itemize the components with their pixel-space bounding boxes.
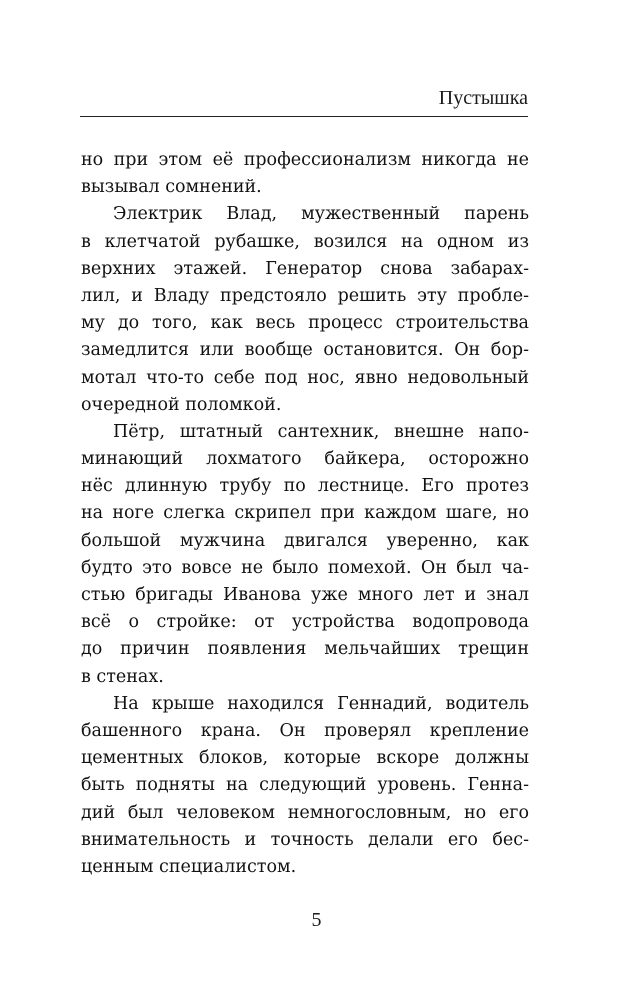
text-line: Электрик Влад, мужественный парень xyxy=(113,204,529,225)
text-line: цементных блоков, которые вскоре должны xyxy=(81,748,529,769)
text-line: мотал что-то себе под нос, явно недовольный xyxy=(81,367,529,388)
text-line: будто это вовсе не было помехой. Он был ча- xyxy=(81,557,529,578)
text-line: дий был человеком немногословным, но его xyxy=(81,802,529,823)
text-line: всё о стройке: от устройства водопровода xyxy=(81,612,529,633)
text-line: Пётр, штатный сантехник, внешне напо- xyxy=(113,421,529,442)
text-line: минающий лохматого байкера, осторожно xyxy=(81,449,529,470)
paragraph xyxy=(81,419,529,691)
text-line: стью бригады Иванова уже много лет и знал xyxy=(81,585,529,605)
paragraph xyxy=(81,691,529,881)
text-line: замедлится или вообще остановится. Он бор- xyxy=(81,340,529,361)
paragraph xyxy=(81,147,529,201)
text-line: ценным специалистом. xyxy=(81,856,297,877)
header-rule xyxy=(80,116,528,117)
text-line: вызывал сомнений. xyxy=(81,177,262,198)
paragraph xyxy=(81,201,529,419)
text-line: нёс длинную трубу по лестнице. Его протез xyxy=(81,476,529,497)
text-line: На крыше находился Геннадий, водитель xyxy=(113,693,529,714)
running-head-title: Пустышка xyxy=(438,87,528,109)
text-line: верхних этажей. Генератор снова забарах- xyxy=(81,258,529,279)
body-text xyxy=(81,147,529,881)
text-line: большой мужчина двигался уверенно, как xyxy=(81,530,529,551)
text-line: на ноге слегка скрипел при каждом шаге, но xyxy=(81,503,529,524)
page-number: 5 xyxy=(311,909,322,931)
text-line: но при этом её профессионализм никогда не xyxy=(81,150,529,170)
text-line: внимательность и точность делали его бес- xyxy=(81,829,529,850)
text-line: в клетчатой рубашке, возился на одном из xyxy=(81,231,529,252)
text-line: му до того, как весь процесс строительства xyxy=(81,313,529,334)
text-line: до причин появления мельчайших трещин xyxy=(81,639,529,660)
text-line: в стенах. xyxy=(81,666,164,687)
text-line: лил, и Владу предстояло решить эту пробле- xyxy=(81,285,529,306)
text-line: башенного крана. Он проверял крепление xyxy=(81,720,529,741)
text-line: очередной поломкой. xyxy=(81,394,282,415)
text-line: быть подняты на следующий уровень. Генна- xyxy=(81,775,529,796)
